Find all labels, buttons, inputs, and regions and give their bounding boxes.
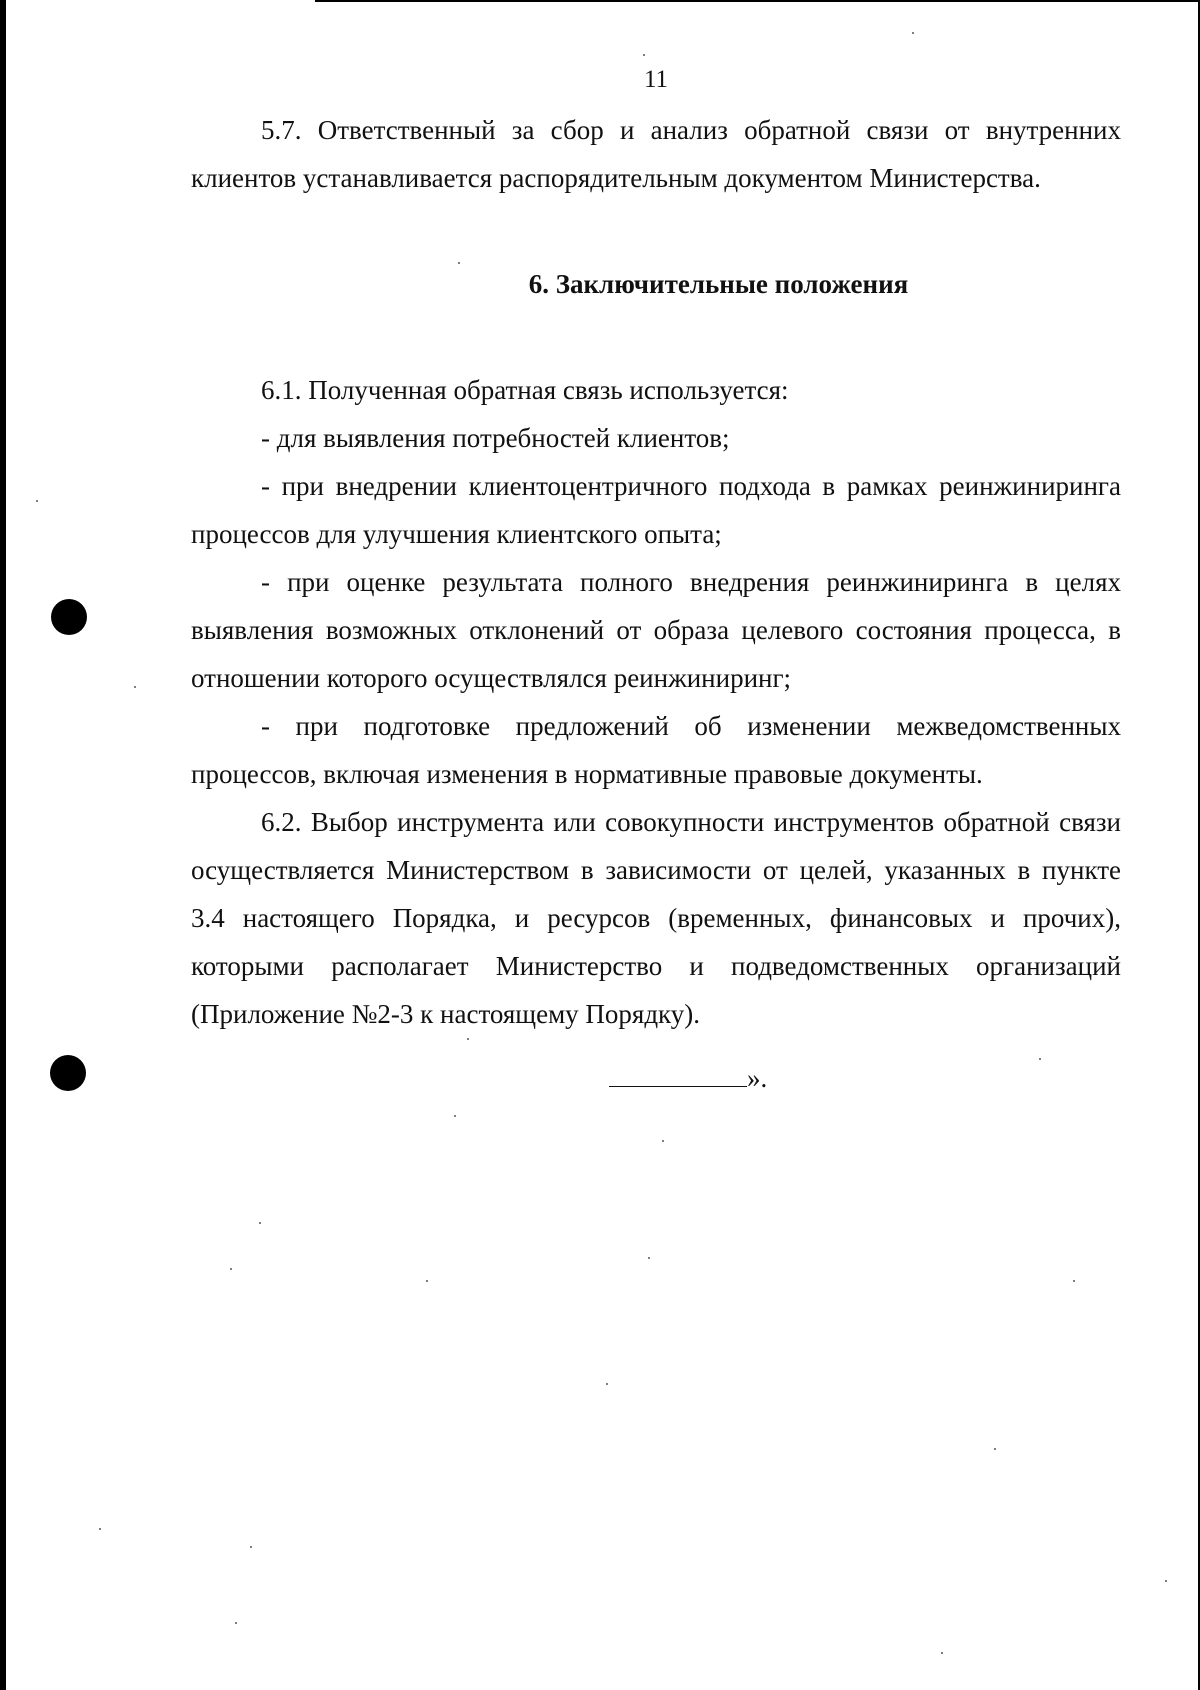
paragraph-5-7: 5.7. Ответственный за сбор и анализ обратной связи от внутренних клиентов устанавливается распорядительным документом Министерства.: [191, 115, 1121, 193]
punch-hole-mark: [50, 1055, 86, 1091]
scan-speck: [912, 32, 914, 34]
list-item-needs: - для выявления потребностей клиентов;: [261, 423, 730, 453]
scan-speck: [99, 1528, 101, 1530]
closing-quote-mark: ».: [747, 1063, 768, 1093]
paragraph-6-1: 6.1. Полученная обратная связь используется:: [261, 375, 789, 405]
scan-speck: [606, 1383, 608, 1385]
section-heading-6: 6. Заключительные положения: [528, 269, 909, 299]
scan-speck: [662, 1140, 664, 1142]
scan-speck: [941, 1652, 943, 1654]
scan-speck: [467, 1038, 469, 1040]
scan-speck: [1165, 1580, 1167, 1582]
signature-underline: [609, 1066, 747, 1087]
scan-speck: [994, 1448, 996, 1450]
closing-line: [609, 1063, 767, 1094]
scan-speck: [36, 500, 38, 502]
list-item-proposals: - при подготовке предложений об изменении межведомственных процессов, включая изменения в нормативные правовые документы.: [191, 711, 1121, 789]
scan-speck: [458, 262, 460, 264]
page-number: 11: [643, 66, 669, 93]
document-body: [191, 106, 1121, 1038]
scan-speck: [250, 1546, 252, 1548]
scan-edge-top: [315, 0, 1200, 2]
scan-edge-left: [0, 0, 6, 1690]
punch-hole-mark: [51, 599, 87, 635]
scan-speck: [454, 1115, 456, 1117]
scan-speck: [648, 1257, 650, 1259]
scan-speck: [134, 686, 136, 688]
list-item-evaluation: - при оценке результата полного внедрения реинжиниринга в целях выявления возможных отклонений от образа целевого состояния процесса, в отношении которого осуществлялся реинжиниринг;: [191, 567, 1121, 693]
scan-speck: [643, 54, 645, 56]
paragraph-6-2: 6.2. Выбор инструмента или совокупности инструментов обратной связи осуществляется Министерством в зависимости от целей, указанных в пункте 3.4 настоящего Порядка, и ресурсов (временных, финансовых и прочих), которыми располагает Министерство и подведомственных организаций (Приложение №2-3 к настоящему Порядку).: [191, 807, 1121, 1029]
scan-speck: [1039, 1058, 1041, 1060]
list-item-client-centric: - при внедрении клиентоцентричного подхода в рамках реинжиниринга процессов для улучшения клиентского опыта;: [191, 471, 1121, 549]
scan-speck: [1073, 1280, 1075, 1282]
scan-speck: [426, 1280, 428, 1282]
scan-speck: [259, 1222, 261, 1224]
scan-speck: [230, 1268, 232, 1270]
scan-speck: [235, 1622, 237, 1624]
